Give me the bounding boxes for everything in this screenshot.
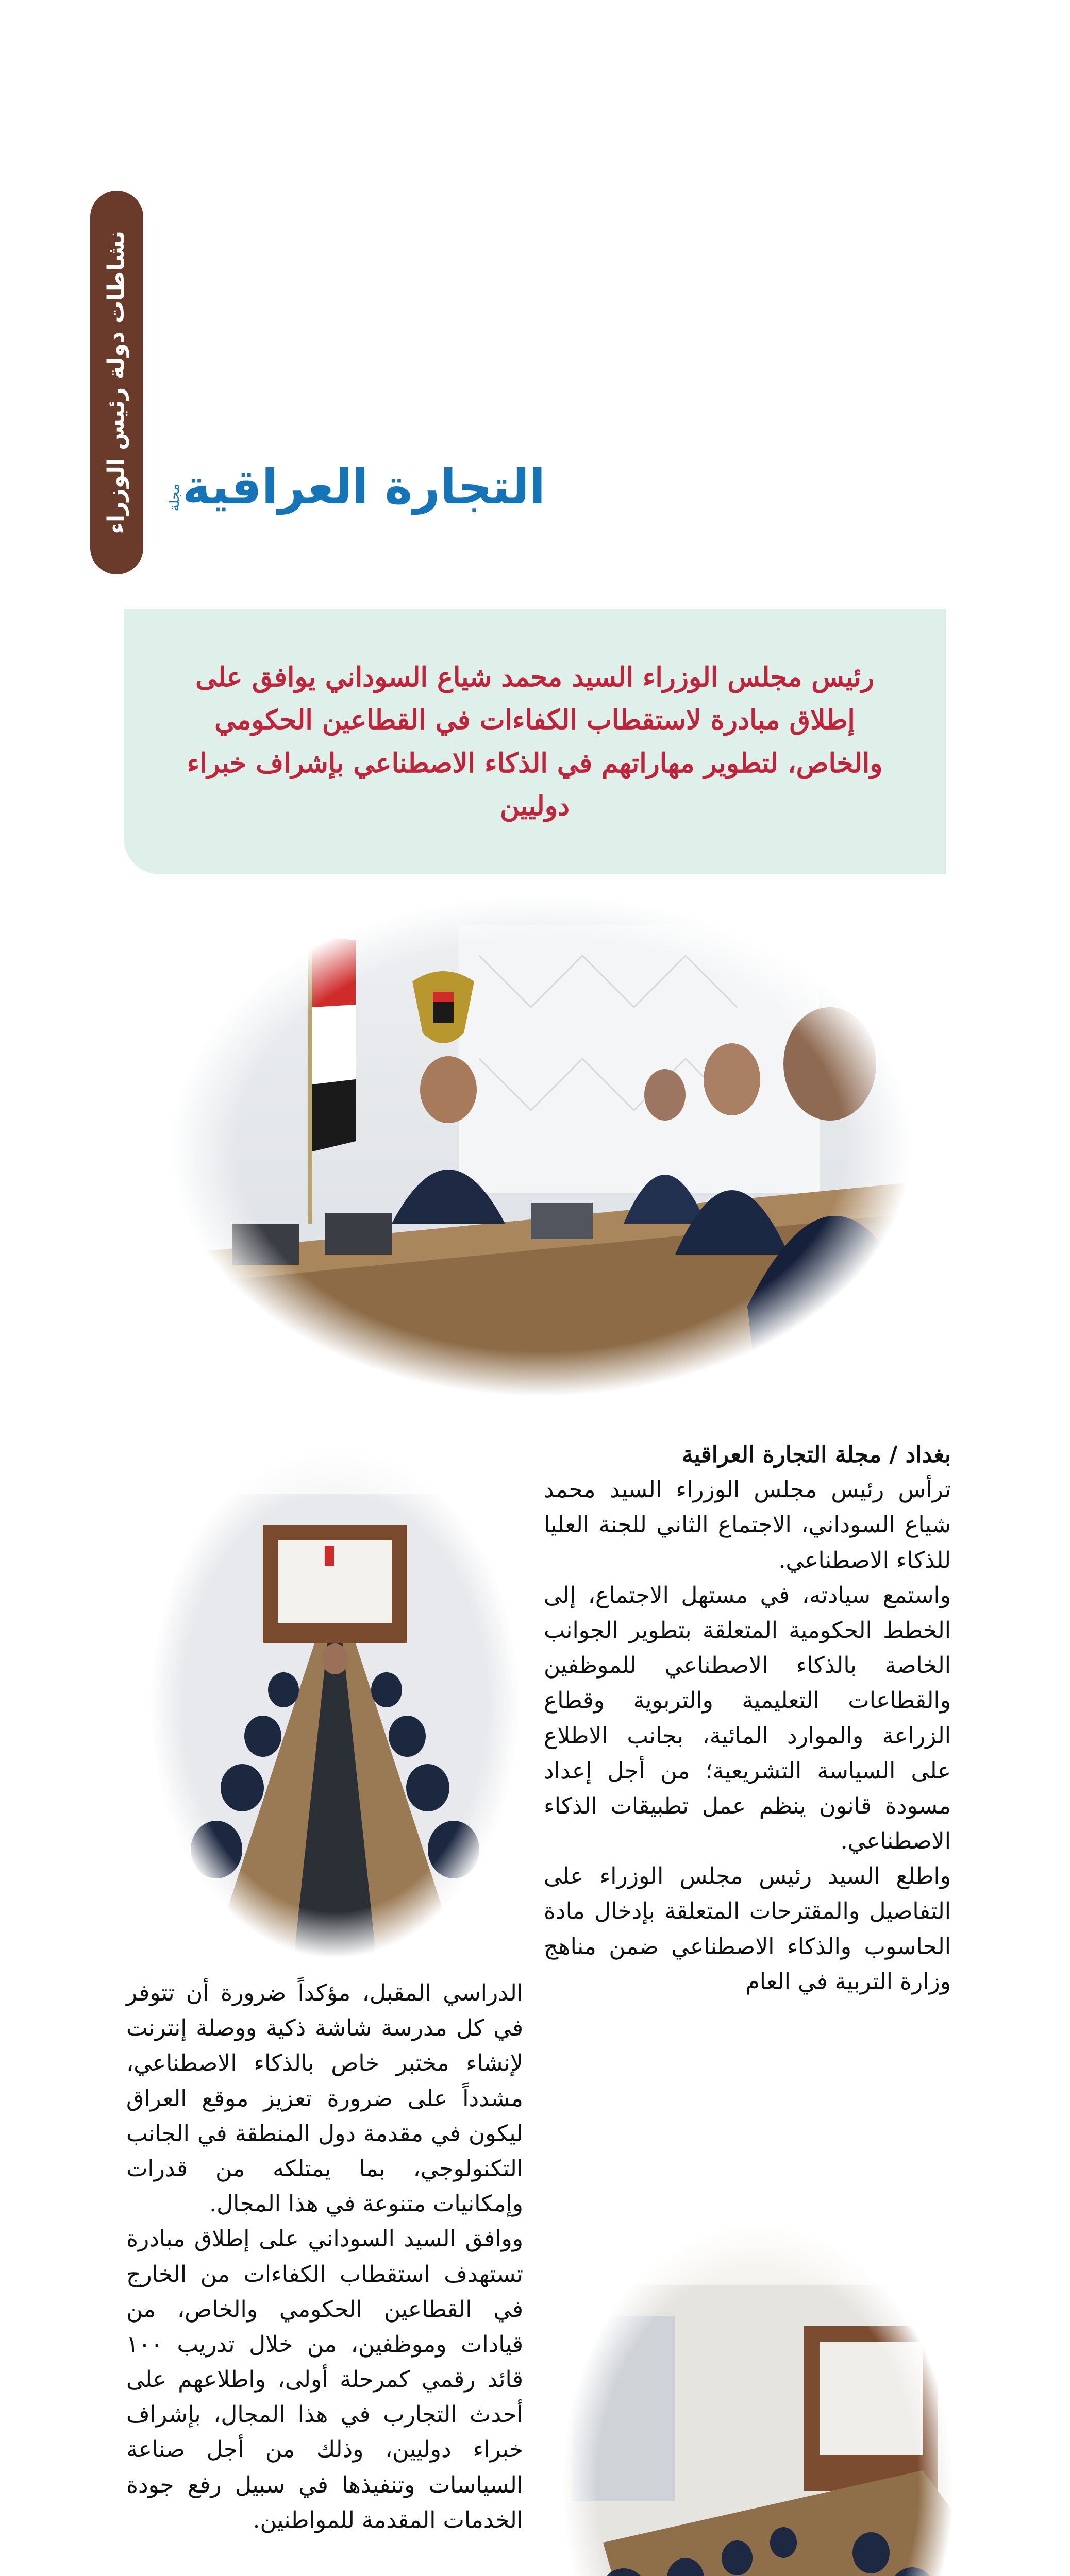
article-paragraph: ووافق السيد السوداني على إطلاق مبادرة تستهدف استقطاب الكفاءات من الخارج في القطاعين الحكومي والخاص، من قيادات وموظفين، من خلال تدريب ١٠٠ قائد رقمي كمرحلة أولى، واطلاعهم على أحدث التجارب في هذا المجال، بإشراف خبراء دوليين، وذلك من أجل صناعة السياسات وتنفيذها في سبيل رفع جودة الخدمات المقدمة للمواطنين. bbox=[126, 2226, 523, 2533]
article-column-right bbox=[544, 1437, 951, 1999]
magazine-logo bbox=[164, 460, 546, 515]
article-dateline: بغداد / مجلة التجارة العراقية bbox=[681, 1442, 951, 1468]
section-tab bbox=[90, 191, 143, 574]
meeting-photo-room-image bbox=[562, 2223, 954, 2576]
logo-main-text: التجارة العراقية bbox=[182, 460, 546, 515]
article-paragraph: الدراسي المقبل، مؤكداً ضرورة أن تتوفر في كل مدرسة شاشة ذكية ووصلة إنترنت لإنشاء مختبر خاص بالذكاء الاصطناعي، مشدداً على ضرورة تعزيز موقع العراق ليكون في مقدمة دول المنطقة في الجانب التكنولوجي، بما يمتلكه من قدرات وإمكانيات متنوعة في هذا المجال. bbox=[126, 1980, 523, 2217]
meeting-photo-main bbox=[170, 894, 912, 1396]
meeting-photo-table-image bbox=[149, 1448, 521, 1958]
article-paragraph: واطلع السيد رئيس مجلس الوزراء على التفاصيل والمقترحات المتعلقة بإدخال مادة الحاسوب والذكاء الاصطناعي ضمن مناهج وزارة التربية في العام bbox=[544, 1863, 951, 1995]
article-paragraph: ترأس رئيس مجلس الوزراء السيد محمد شياع السوداني، الاجتماع الثاني للجنة العليا للذكاء الاصطناعي. bbox=[544, 1477, 951, 1573]
headline: رئيس مجلس الوزراء السيد محمد شياع السوداني يوافق على إطلاق مبادرة لاستقطاب الكفاءات في القطاعين الحكومي والخاص، لتطوير مهاراتهم في الذكاء الاصطناعي بإشراف خبراء دوليين bbox=[187, 662, 883, 822]
section-tab-label: نشاطات دولة رئيس الوزراء bbox=[103, 231, 130, 534]
logo-small-text: مجلة bbox=[167, 483, 182, 511]
article-column-left bbox=[126, 1976, 523, 2538]
meeting-photo-table bbox=[149, 1448, 521, 1958]
meeting-photo-main-image bbox=[170, 894, 912, 1396]
article-paragraph: واستمع سيادته، في مستهل الاجتماع، إلى الخطط الحكومية المتعلقة بتطوير الجوانب الخاصة بالذكاء الاصطناعي للموظفين والقطاعات التعليمية والتربوية وقطاع الزراعة والموارد المائية، بجانب الاطلاع على السياسة التشريعية؛ من أجل إعداد مسودة قانون ينظم عمل تطبيقات الذكاء الاصطناعي. bbox=[544, 1582, 951, 1855]
meeting-photo-room bbox=[562, 2223, 954, 2576]
headline-box bbox=[124, 609, 946, 874]
